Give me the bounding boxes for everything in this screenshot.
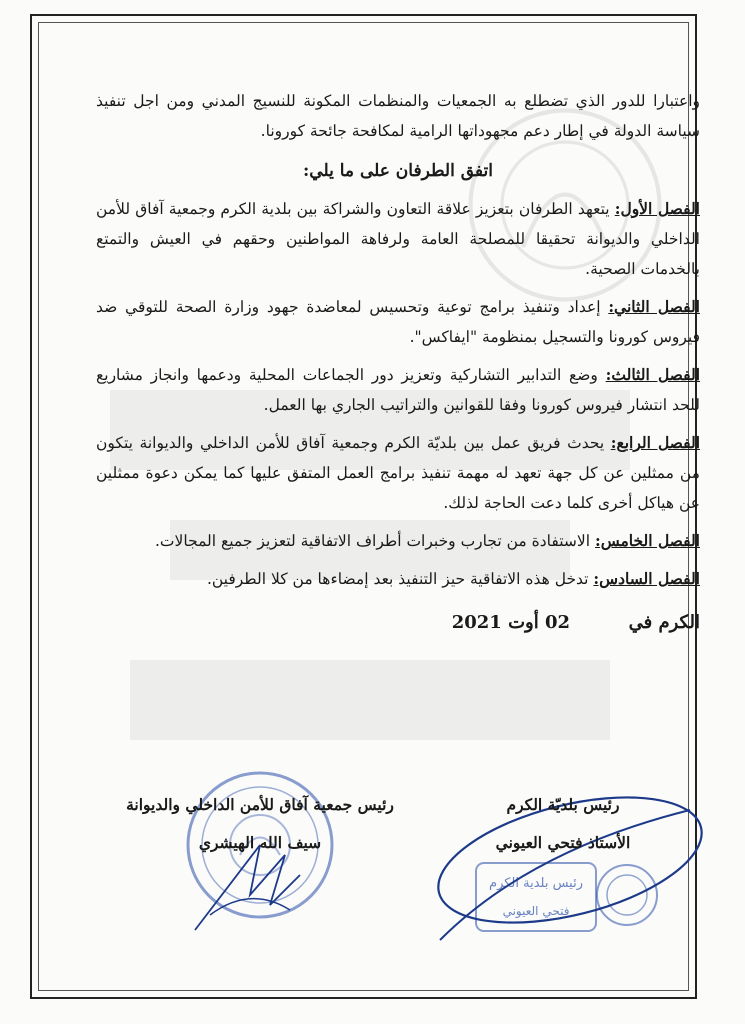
article-1	[96, 194, 700, 284]
article-4	[96, 428, 700, 518]
association-president-title: رئيس جمعية آفاق للأمن الداخلي والديوانة	[126, 795, 394, 814]
association-signature-block	[110, 790, 410, 858]
date-year: 2021	[451, 612, 502, 633]
article-title: الفصل الثالث:	[605, 365, 700, 384]
mayor-signature-block	[473, 790, 653, 858]
article-text: يحدث فريق عمل بين بلديّة الكرم وجمعية آفاق للأمن الداخلي والديوانة يتكون من ممثلين عن كل جهة تعهد له مهمة تنفيذ برامج العمل المتفق عليها كما يمكن دعوة ممثلين عن هياكل أخرى كلما دعت الحاجة لذلك.	[96, 434, 700, 512]
stamp-name: فتحي العيوني	[502, 904, 570, 918]
stamp-title: رئيس بلدية الكرم	[489, 876, 583, 891]
article-title: الفصل السادس:	[593, 569, 700, 588]
intro-paragraph: واعتبارا للدور الذي تضطلع به الجمعيات والمنظمات المكونة للنسيج المدني ومن اجل تنفيذ سياسة الدولة في إطار دعم مجهوداتها الرامية لمكافحة جائحة كورونا.	[96, 92, 700, 140]
mayor-title: رئيس بلديّة الكرم	[506, 795, 620, 814]
article-text: إعداد وتنفيذ برامج توعية وتحسيس لمعاضدة جهود وزارة الصحة للتوقي ضد فيروس كورونا والتسجيل بمنظومة "ايفاكس".	[96, 298, 700, 346]
signing-date	[96, 608, 700, 638]
article-title: الفصل الرابع:	[610, 433, 700, 452]
agreement-heading: اتفق الطرفان على ما يلي:	[303, 161, 493, 181]
date-place: الكرم في	[628, 612, 700, 633]
article-title: الفصل الثاني:	[608, 297, 700, 316]
article-6	[96, 564, 700, 594]
article-title: الفصل الخامس:	[595, 531, 700, 550]
article-text: يتعهد الطرفان بتعزيز علاقة التعاون والشراكة بين بلدية الكرم وجمعية آفاق للأمن الداخلي والديوانة تحقيقا للمصلحة العامة ولرفاهة المواطنين وحقهم في العيش والتمتع بالخدمات الصحية.	[96, 200, 700, 278]
article-5	[96, 526, 700, 556]
association-president-name: سيف الله الهيشري	[198, 833, 322, 852]
article-3	[96, 360, 700, 420]
article-text: تدخل هذه الاتفاقية حيز التنفيذ بعد إمضاءها من كلا الطرفين.	[206, 570, 589, 588]
article-title: الفصل الأول:	[614, 199, 700, 218]
article-2	[96, 292, 700, 352]
document-body	[96, 86, 700, 638]
date-day-month: 02 أوت	[508, 612, 571, 633]
article-text: الاستفادة من تجارب وخبرات أطراف الاتفاقية لتعزيز جميع المجالات.	[155, 532, 591, 550]
mayor-name: الأستاذ فتحي العيوني	[495, 833, 631, 852]
article-text: وضع التدابير التشاركية وتعزيز دور الجماعات المحلية ودعمها وانجاز مشاريع للحد انتشار فيروس كورونا وفقا للقوانين والتراتيب الجاري بها العمل.	[96, 366, 700, 414]
